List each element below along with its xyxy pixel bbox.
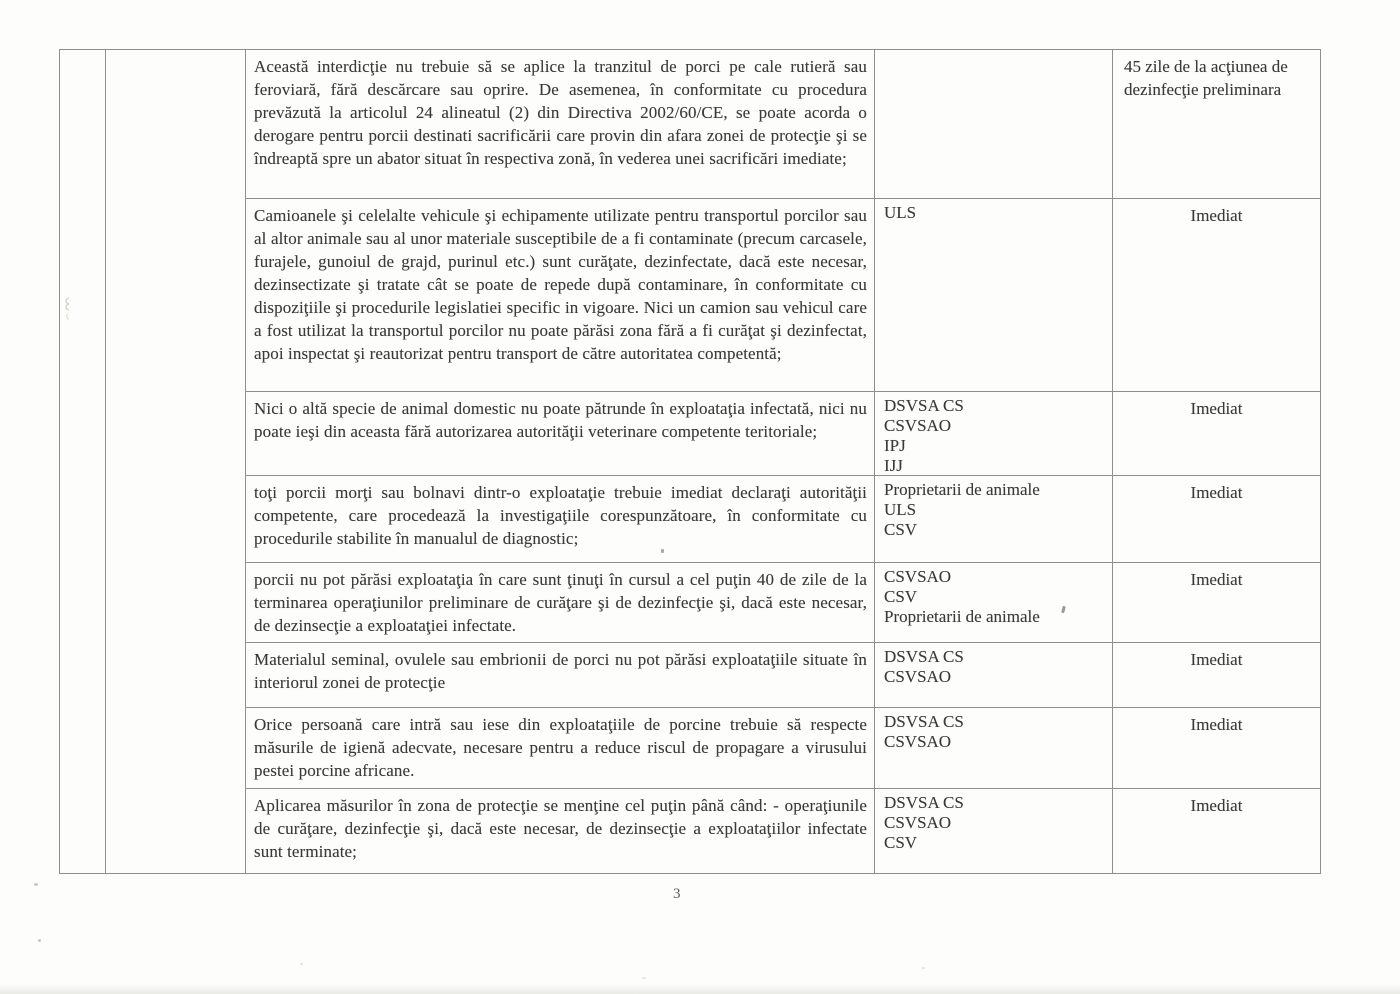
scan-speck-artifact — [642, 977, 646, 979]
measure-cell: Materialul seminal, ovulele sau embrionii de porci nu pot părăsi exploataţiile situate în interiorul zonei de protecţie — [246, 643, 875, 707]
responsible-item: CSVSAO — [884, 416, 952, 435]
deadline-cell: Imediat — [1190, 715, 1243, 734]
responsible-item: DSVSA CS — [884, 712, 964, 731]
scan-smudge-artifact — [62, 296, 74, 322]
responsible-cell — [875, 643, 1113, 707]
measure-cell: Nici o altă specie de animal domestic nu poate pătrunde în exploataţia infectată, nici nu poate ieşi din aceasta fără autorizarea autorităţii veterinare competente teritoriale; — [246, 392, 875, 475]
responsible-item: Proprietarii de animale — [884, 607, 1040, 626]
responsible-cell — [875, 789, 1113, 873]
responsible-item: DSVSA CS — [884, 396, 964, 415]
table-row — [246, 642, 1320, 707]
table-row — [246, 788, 1320, 873]
table-row — [246, 198, 1320, 391]
scan-speck-artifact — [922, 967, 925, 969]
measure-cell: Această interdicţie nu trebuie să se aplice la tranzitul de porci pe cale rutieră sau feroviară, fără descărcare sau oprire. De asemenea, în conformitate cu procedura prevăzută la articolul 24 alineatul (2) din Directiva 2002/60/CE, se poate acorda o derogare pentru porcii destinati sacrificării care provin din afara zonei de protecţie şi se îndreaptă spre un abator situat în respectiva zonă, în vederea unei sacrificări imediate; — [246, 50, 875, 198]
deadline-cell: Imediat — [1190, 399, 1243, 418]
responsible-item: ULS — [884, 500, 917, 519]
responsible-item: IJJ — [884, 456, 903, 475]
responsible-cell — [875, 392, 1113, 475]
responsible-item: CSVSAO — [884, 567, 952, 586]
responsible-item: CSVSAO — [884, 667, 952, 686]
deadline-cell: Imediat — [1190, 650, 1243, 669]
responsible-item: CSV — [884, 587, 918, 606]
responsible-item: CSV — [884, 520, 918, 539]
scan-speck-artifact — [34, 883, 38, 886]
table-body — [246, 50, 1320, 873]
scan-speck-artifact — [38, 939, 41, 942]
responsible-item: CSVSAO — [884, 732, 952, 751]
responsible-cell — [875, 476, 1113, 562]
table-row — [246, 562, 1320, 642]
responsible-item: Proprietarii de animale — [884, 480, 1040, 499]
responsible-item: CSV — [884, 833, 918, 852]
deadline-cell: Imediat — [1190, 796, 1243, 815]
deadline-cell: 45 zile de la acţiunea de dezinfecţie preliminara — [1124, 57, 1288, 99]
table-empty-column-2 — [106, 50, 246, 873]
deadline-cell: Imediat — [1190, 206, 1243, 225]
deadline-cell: Imediat — [1190, 570, 1243, 589]
measure-cell: Camioanele şi celelalte vehicule şi echipamente utilizate pentru transportul porcilor sau al altor animale sau al unor materiale susceptibile de a fi contaminate (precum carcasele, furajele, gunoiul de grajd, purinul etc.) sunt curăţate, dezinfectate, dacă este necesar, dezinsectizate şi tratate cât se poate de repede după contaminare, în conformitate cu dispoziţiile şi procedurile legislatiei specific in vigoare. Nici un camion sau vehicul care a fost utilizat la transportul porcilor nu poate părăsi zona fără a fi curăţat şi dezinfectat, apoi inspectat şi reautorizat pentru transport de către autoritatea competentă; — [246, 199, 875, 391]
table-empty-column-1 — [60, 50, 106, 873]
page-number: 3 — [673, 886, 681, 902]
scan-speck-artifact — [300, 963, 303, 965]
measure-cell: Orice persoană care intră sau iese din exploataţiile de porcine trebuie să respecte măsurile de igienă adecvate, necesare pentru a reduce riscul de propagare a virusului pestei porcine africane. — [246, 708, 875, 788]
deadline-cell: Imediat — [1190, 483, 1243, 502]
measures-table — [59, 49, 1321, 874]
responsible-cell — [875, 50, 1113, 198]
responsible-item: DSVSA CS — [884, 793, 964, 812]
responsible-item: ULS — [884, 203, 917, 222]
table-row — [246, 391, 1320, 475]
table-row — [246, 475, 1320, 562]
table-row — [246, 707, 1320, 788]
responsible-item: DSVSA CS — [884, 647, 964, 666]
responsible-cell — [875, 708, 1113, 788]
measure-cell: toţi porcii morţi sau bolnavi dintr-o exploataţie trebuie imediat declaraţi autorităţii competente, care procedează la investigaţiile corespunzătoare, în conformitate cu procedurile stabilite în manualul de diagnostic; — [246, 476, 875, 562]
responsible-cell — [875, 563, 1113, 642]
table-row — [246, 50, 1320, 198]
responsible-cell — [875, 199, 1113, 391]
scan-dot-artifact — [661, 549, 665, 553]
responsible-item: IPJ — [884, 436, 906, 455]
measure-cell: porcii nu pot părăsi exploataţia în care sunt ţinuţi în cursul a cel puţin 40 de zile de la terminarea operaţiunilor preliminare de curăţare şi de dezinfecţie şi, dacă este necesar, de dezinsecţie a exploataţiei infectate. — [246, 563, 875, 642]
responsible-item: CSVSAO — [884, 813, 952, 832]
measure-cell: Aplicarea măsurilor în zona de protecţie se menţine cel puţin până când: - operaţiunile de curăţare, dezinfecţie şi, dacă este necesar, de dezinsecţie a exploataţiilor infectate sunt terminate; — [246, 789, 875, 873]
